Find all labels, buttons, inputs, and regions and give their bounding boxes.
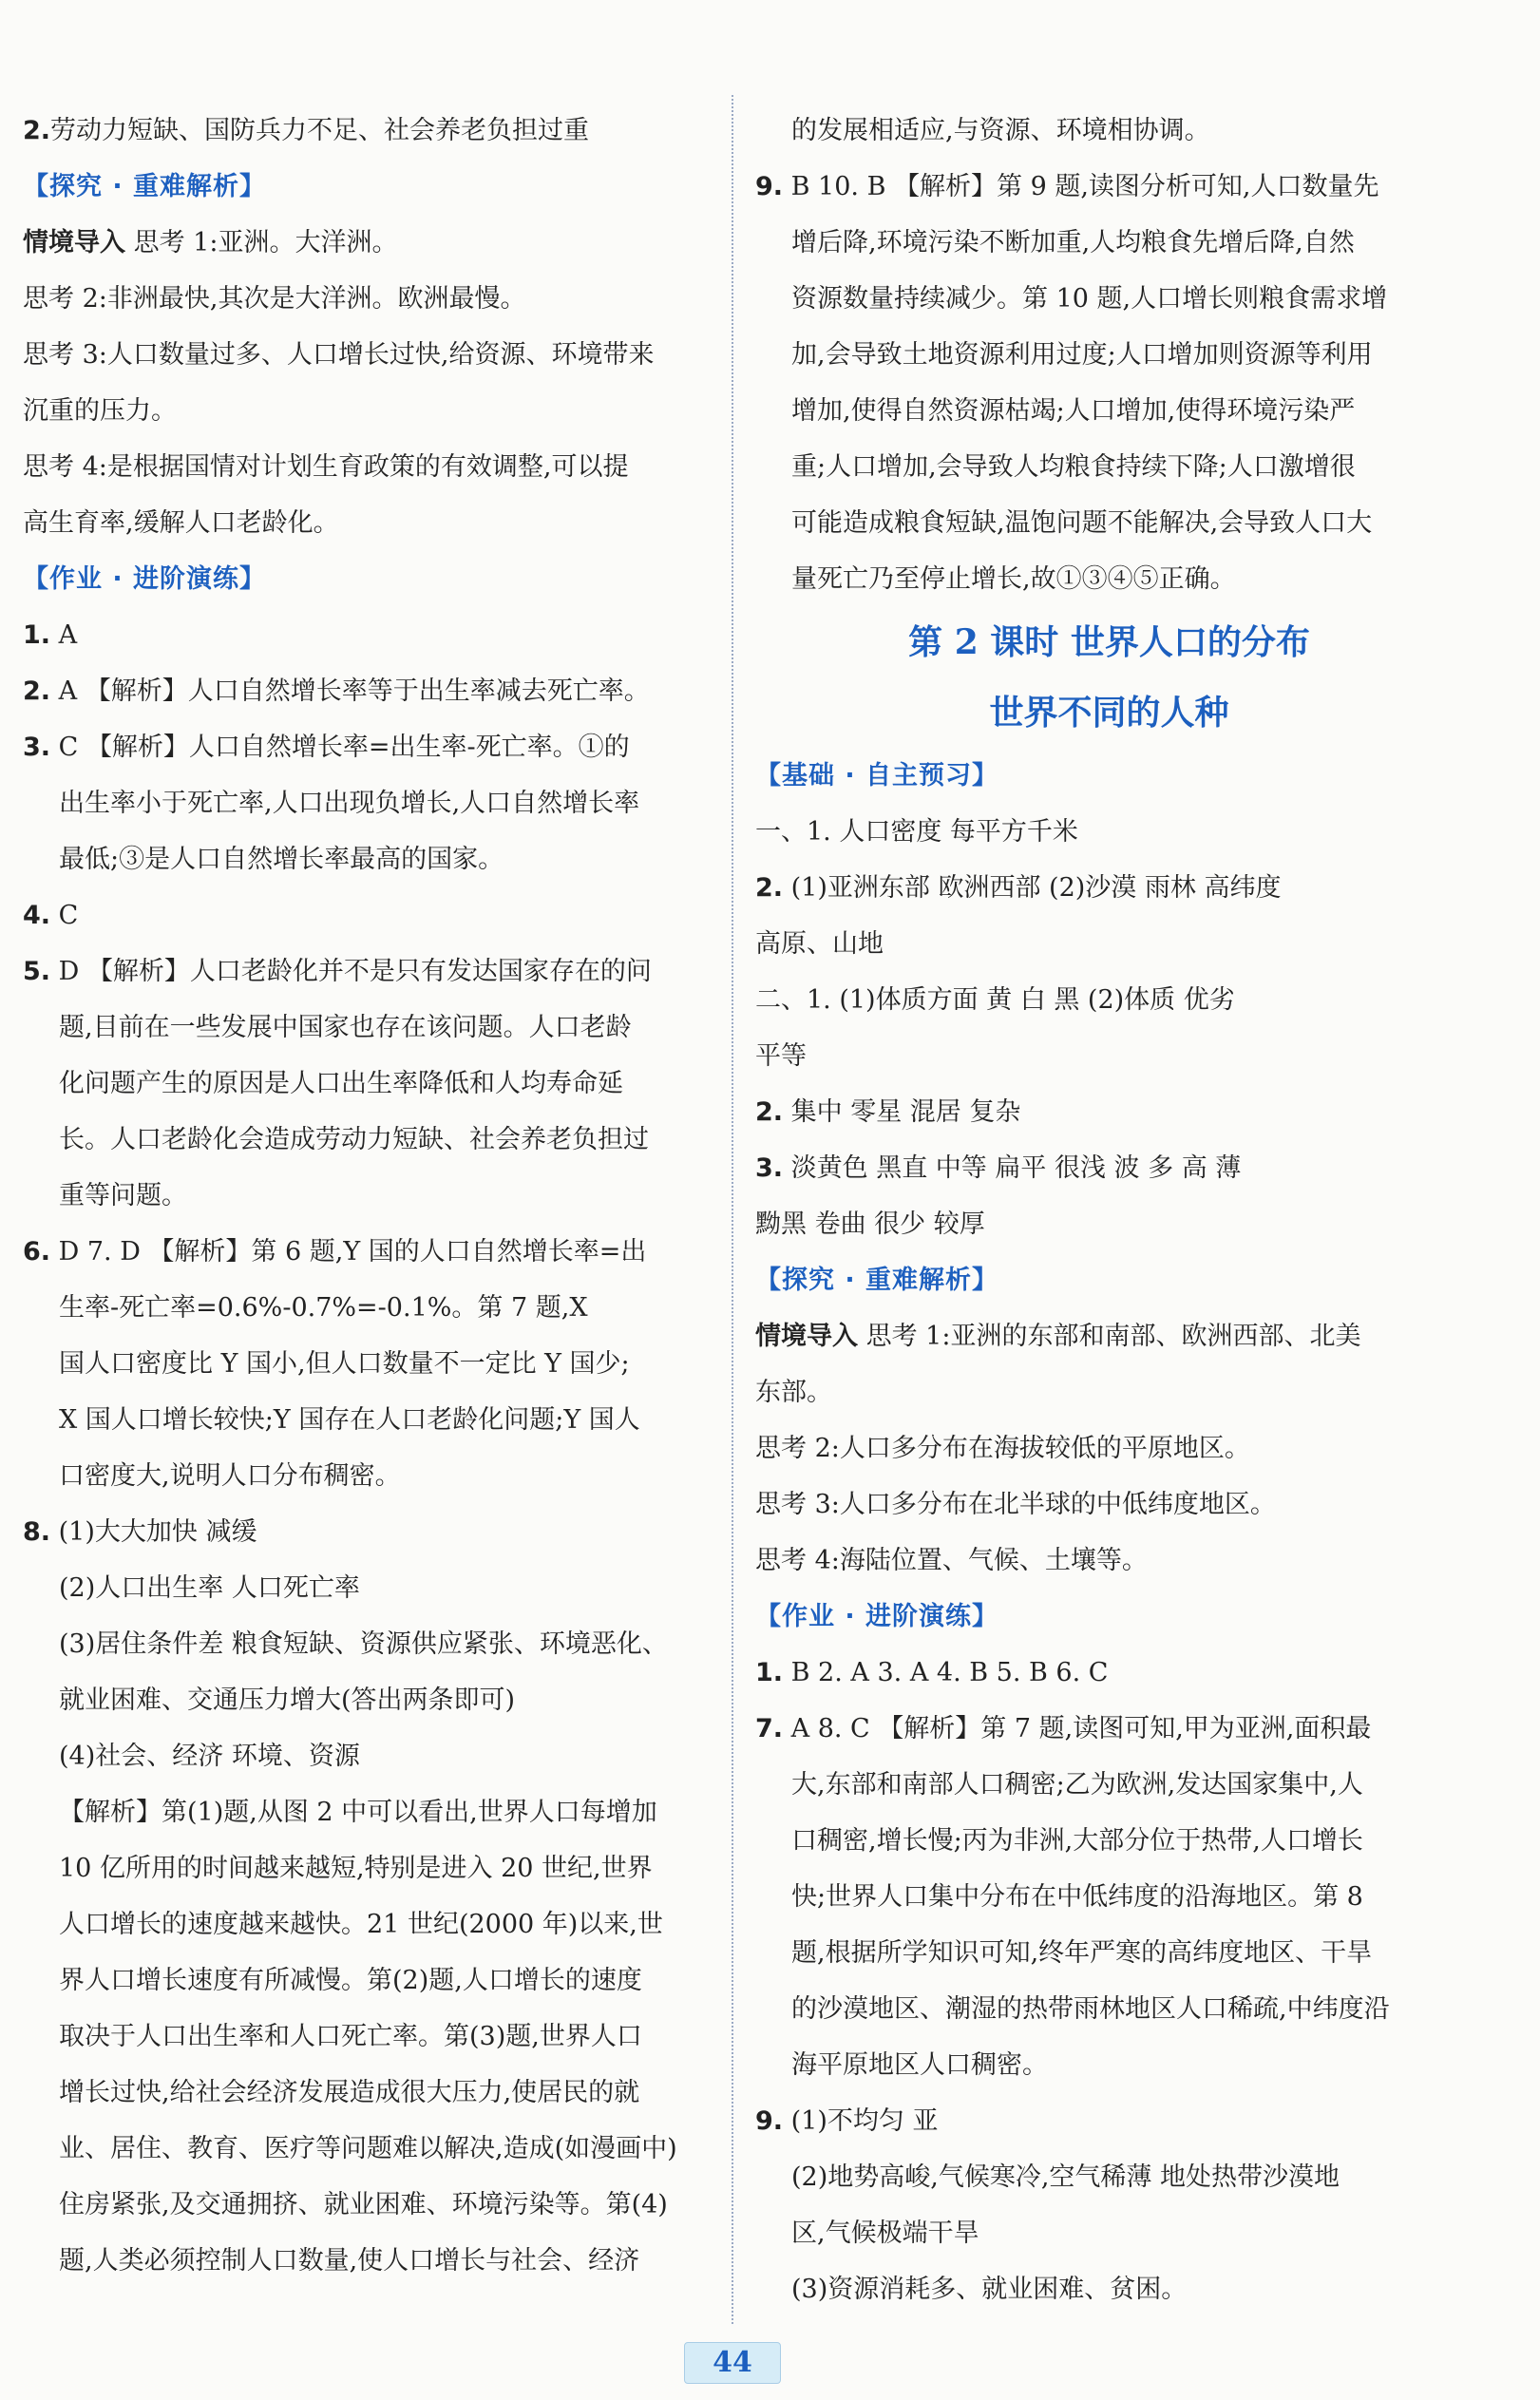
continuation-line: 加,会导致土地资源利用过度;人口增加则资源等利用	[791, 340, 1373, 370]
continuation-line: 界人口增长速度有所减慢。第(2)题,人口增长的速度	[59, 1966, 642, 1995]
section-heading: 【作业 · 进阶演练】	[755, 1602, 999, 1631]
right-column	[755, 103, 1463, 2324]
section-heading: 【基础 · 自主预习】	[755, 761, 999, 790]
continuation-line: 就业困难、交通压力增大(答出两条即可)	[59, 1686, 516, 1715]
item-number: 1.	[23, 620, 51, 650]
continuation-line: 口密度大,说明人口分布稠密。	[59, 1461, 401, 1491]
answer-text: (1)亚洲东部 欧洲西部 (2)沙漠 雨林 高纬度	[783, 873, 1282, 903]
answer-text: 集中 零星 混居 复杂	[783, 1097, 1021, 1127]
text-line: 思考 2:非洲最快,其次是大洋洲。欧洲最慢。	[23, 284, 526, 314]
item-number: 3.	[23, 733, 51, 762]
continuation-line: 重;人口增加,会导致人均粮食持续下降;人口激增很	[791, 452, 1356, 482]
continuation-line: 资源数量持续减少。第 10 题,人口增长则粮食需求增	[791, 284, 1388, 314]
scenario-line	[755, 1308, 1463, 1364]
continuation-line: 生率-死亡率=0.6%-0.7%=-0.1%。第 7 题,X	[59, 1293, 588, 1323]
text-line: 思考 3:人口数量过多、人口增长过快,给资源、环境带来	[23, 340, 655, 370]
section-heading: 【作业 · 进阶演练】	[23, 564, 267, 594]
text-line: 二、1. (1)体质方面 黄 白 黑 (2)体质 优劣	[755, 985, 1235, 1015]
item-number: 8.	[23, 1517, 51, 1547]
column-divider	[732, 95, 733, 2324]
item-number: 1.	[755, 1658, 784, 1687]
text-line: 黝黑 卷曲 很少 较厚	[755, 1210, 985, 1239]
answer-text: (1)大大加快 减缓	[50, 1517, 257, 1547]
answer-text: 淡黄色 黑直 中等 扁平 很浅 波 多 高 薄	[783, 1153, 1242, 1183]
answer-text: C	[50, 901, 79, 930]
continuation-line: 的沙漠地区、潮湿的热带雨林地区人口稀疏,中纬度沿	[791, 1994, 1390, 2024]
item-number: 6.	[23, 1237, 51, 1267]
answer-text: 劳动力短缺、国防兵力不足、社会养老负担过重	[50, 116, 590, 145]
continuation-line: (4)社会、经济 环境、资源	[59, 1742, 360, 1771]
continuation-line: 重等问题。	[59, 1181, 187, 1210]
item-number: 2.	[755, 873, 784, 903]
answer-item	[755, 159, 1463, 215]
answer-item	[23, 887, 716, 943]
continuation-line: 【解析】第(1)题,从图 2 中可以看出,世界人口每增加	[59, 1798, 657, 1827]
item-number: 2.	[755, 1097, 784, 1127]
continuation-line: 化问题产生的原因是人口出生率降低和人均寿命延	[59, 1069, 623, 1098]
item-number: 2.	[23, 676, 51, 706]
continuation-line: 增长过快,给社会经济发展造成很大压力,使居民的就	[59, 2078, 640, 2107]
text-line: 平等	[755, 1041, 807, 1071]
page-number: 44	[684, 2342, 781, 2384]
continuation-line: 的发展相适应,与资源、环境相协调。	[791, 116, 1210, 145]
continuation-line: (2)地势高峻,气候寒冷,空气稀薄 地处热带沙漠地	[791, 2162, 1340, 2192]
continuation-line: 快;世界人口集中分布在中低纬度的沿海地区。第 8	[791, 1882, 1363, 1912]
answer-text: B 10. B 【解析】第 9 题,读图分析可知,人口数量先	[783, 172, 1379, 201]
scenario-line	[23, 215, 716, 271]
answer-text: A	[50, 620, 78, 650]
section-heading: 【探究 · 重难解析】	[23, 172, 267, 201]
continuation-line: (3)居住条件差 粮食短缺、资源供应紧张、环境恶化、	[59, 1629, 668, 1659]
answer-item	[755, 2093, 1463, 2149]
item-number: 3.	[755, 1153, 784, 1183]
answer-item	[23, 663, 716, 719]
answer-text: D 【解析】人口老龄化并不是只有发达国家存在的问	[50, 957, 652, 986]
item-number: 4.	[23, 901, 51, 930]
continuation-line: 国人口密度比 Y 国小,但人口数量不一定比 Y 国少;	[59, 1349, 630, 1379]
continuation-line: 人口增长的速度越来越快。21 世纪(2000 年)以来,世	[59, 1910, 663, 1939]
section-heading: 【探究 · 重难解析】	[755, 1266, 999, 1295]
continuation-line: 增后降,环境污染不断加重,人均粮食先增后降,自然	[791, 228, 1355, 257]
answer-item	[23, 103, 716, 159]
answer-text: D 7. D 【解析】第 6 题,Y 国的人口自然增长率=出	[50, 1237, 647, 1267]
text-line: 东部。	[755, 1378, 832, 1407]
continuation-line: 取决于人口出生率和人口死亡率。第(3)题,世界人口	[59, 2022, 642, 2051]
answer-item	[755, 1140, 1463, 1196]
answer-item	[755, 1701, 1463, 1757]
continuation-line: 出生率小于死亡率,人口出现负增长,人口自然增长率	[59, 789, 640, 818]
continuation-line: 量死亡乃至停止增长,故①③④⑤正确。	[791, 564, 1236, 594]
continuation-line: 大,东部和南部人口稠密;乙为欧洲,发达国家集中,人	[791, 1770, 1363, 1800]
answer-text: C 【解析】人口自然增长率=出生率-死亡率。①的	[50, 733, 630, 762]
continuation-line: 10 亿所用的时间越来越短,特别是进入 20 世纪,世界	[59, 1854, 653, 1883]
item-number: 7.	[755, 1714, 784, 1743]
continuation-line: 题,人类必须控制人口数量,使人口增长与社会、经济	[59, 2246, 640, 2276]
answer-item	[755, 860, 1463, 916]
answer-text: A 8. C 【解析】第 7 题,读图可知,甲为亚洲,面积最	[783, 1714, 1372, 1743]
answer-item	[23, 943, 716, 1000]
text-line: 思考 3:人口多分布在北半球的中低纬度地区。	[755, 1490, 1276, 1519]
continuation-line: 业、居住、教育、医疗等问题难以解决,造成(如漫画中)	[59, 2134, 677, 2163]
item-number: 9.	[755, 2106, 784, 2136]
answer-item	[23, 1224, 716, 1280]
scenario-text: 思考 1:亚洲。大洋洲。	[125, 228, 398, 257]
text-line: 沉重的压力。	[23, 396, 177, 426]
item-number: 9.	[755, 172, 784, 201]
text-line: 思考 2:人口多分布在海拔较低的平原地区。	[755, 1434, 1250, 1463]
answer-item	[23, 1504, 716, 1560]
continuation-line: X 国人口增长较快;Y 国存在人口老龄化问题;Y 国人	[59, 1405, 640, 1435]
text-line: 高生育率,缓解人口老龄化。	[23, 508, 339, 538]
scenario-label: 情境导入	[755, 1322, 858, 1351]
continuation-line: (2)人口出生率 人口死亡率	[59, 1573, 360, 1603]
answer-text: (1)不均匀 亚	[783, 2106, 939, 2136]
lesson-title: 第 2 课时 世界人口的分布	[908, 622, 1310, 662]
continuation-line: 最低;③是人口自然增长率最高的国家。	[59, 845, 504, 874]
continuation-line: 增加,使得自然资源枯竭;人口增加,使得环境污染严	[791, 396, 1356, 426]
continuation-line: 口稠密,增长慢;丙为非洲,大部分位于热带,人口增长	[791, 1826, 1363, 1856]
answer-item	[755, 1645, 1463, 1701]
answer-item	[23, 607, 716, 663]
text-line: 思考 4:海陆位置、气候、土壤等。	[755, 1546, 1148, 1575]
answer-text: A 【解析】人口自然增长率等于出生率减去死亡率。	[50, 676, 650, 706]
left-column	[23, 103, 716, 2324]
answer-text: B 2. A 3. A 4. B 5. B 6. C	[783, 1658, 1109, 1687]
item-number: 5.	[23, 957, 51, 986]
scenario-text: 思考 1:亚洲的东部和南部、欧洲西部、北美	[858, 1322, 1361, 1351]
text-line: 高原、山地	[755, 929, 884, 959]
answer-item	[755, 1084, 1463, 1140]
continuation-line: 可能造成粮食短缺,温饱问题不能解决,会导致人口大	[791, 508, 1373, 538]
continuation-line: 题,根据所学知识可知,终年严寒的高纬度地区、干旱	[791, 1938, 1373, 1968]
continuation-line: 住房紧张,及交通拥挤、就业困难、环境污染等。第(4)	[59, 2190, 668, 2219]
answer-item	[23, 719, 716, 775]
continuation-line: (3)资源消耗多、就业困难、贫困。	[791, 2275, 1188, 2304]
continuation-line: 题,目前在一些发展中国家也存在该问题。人口老龄	[59, 1013, 632, 1042]
continuation-line: 区,气候极端干旱	[791, 2219, 979, 2248]
text-line: 思考 4:是根据国情对计划生育政策的有效调整,可以提	[23, 452, 629, 482]
text-line: 一、1. 人口密度 每平方千米	[755, 817, 1078, 847]
lesson-title: 世界不同的人种	[989, 693, 1229, 733]
item-number: 2.	[23, 116, 51, 145]
scenario-label: 情境导入	[23, 228, 125, 257]
continuation-line: 长。人口老龄化会造成劳动力短缺、社会养老负担过	[59, 1125, 649, 1154]
continuation-line: 海平原地区人口稠密。	[791, 2050, 1048, 2080]
